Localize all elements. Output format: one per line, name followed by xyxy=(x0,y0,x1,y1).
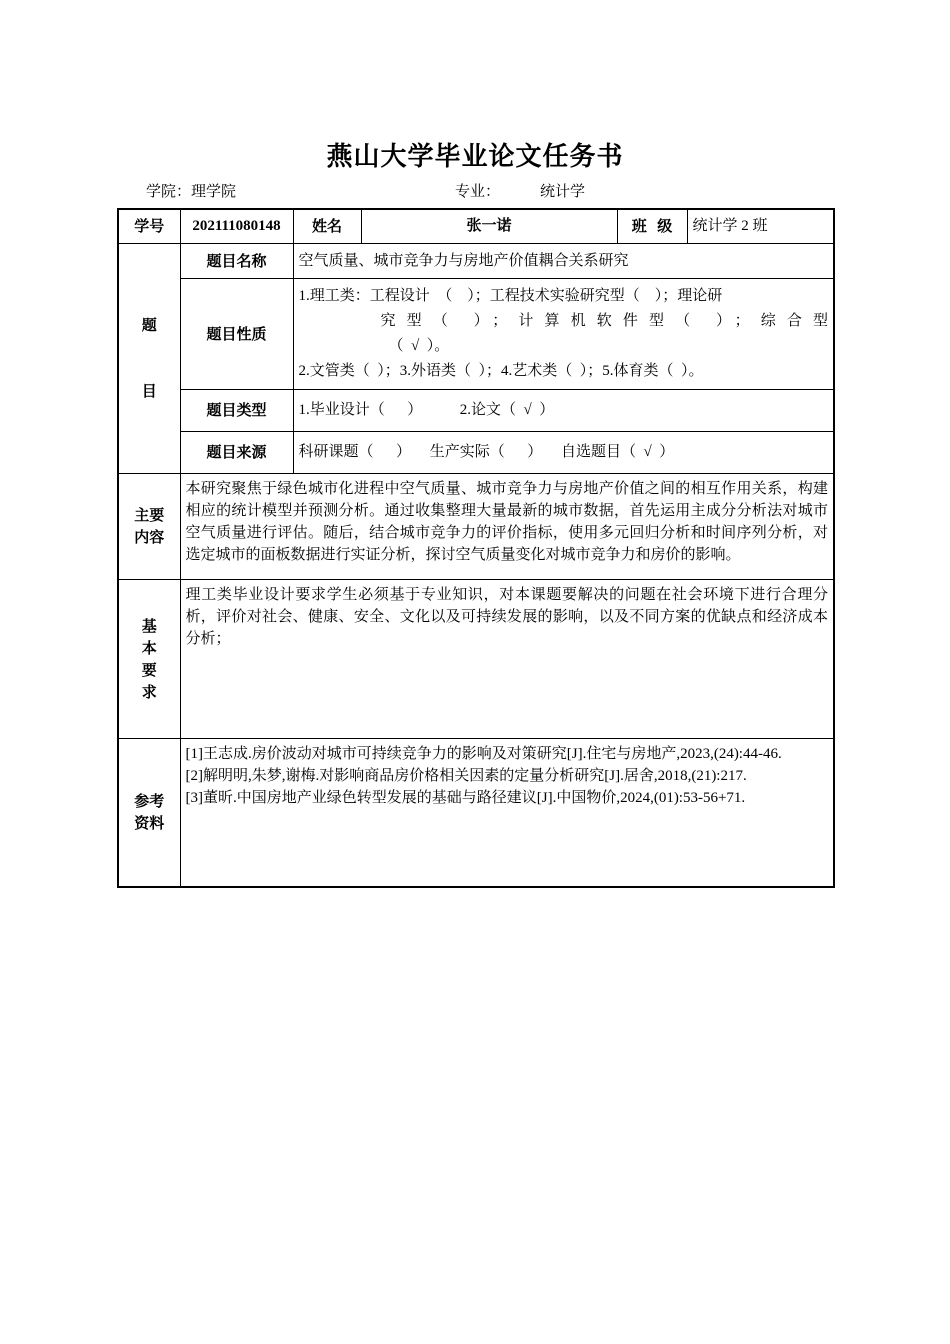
major-label: 专业： xyxy=(455,184,501,200)
student-name-label: 姓名 xyxy=(293,209,361,243)
topic-group-char-2: 目 xyxy=(141,382,157,400)
task-table xyxy=(117,208,835,888)
topic-source-row xyxy=(118,431,834,473)
requirements-label-4: 求 xyxy=(141,682,157,701)
requirements-text: 理工类毕业设计要求学生必须基于专业知识，对本课题要解决的问题在社会环境下进行合理分析，评价对社会、健康、安全、文化以及可持续发展的影响，以及不同方案的优缺点和经济成本分析； xyxy=(180,579,834,738)
nature-line-1: 1.理工类：工程设计 （ ）；工程技术实验研究型（ ）；理论研 xyxy=(298,287,723,304)
topic-type-label: 题目类型 xyxy=(180,389,293,431)
nature-line-4: 2.文管类（ ）；3.外语类（ ）；4.艺术类（ ）；5.体育类（ ）。 xyxy=(298,362,704,379)
topic-nature-value xyxy=(293,278,834,389)
topic-type-value: 1.毕业设计（ ） 2.论文（ √ ） xyxy=(293,389,834,431)
reference-item-1: [1]王志成.房价波动对城市可持续竞争力的影响及对策研究[J].住宅与房地产,2023,(24):44-46. xyxy=(185,745,782,762)
references-label-2: 资料 xyxy=(134,814,165,833)
topic-name-label: 题目名称 xyxy=(180,243,293,278)
college-value: 理学院 xyxy=(191,184,237,200)
requirements-label xyxy=(118,579,180,738)
topic-group-char-1: 题 xyxy=(141,316,157,334)
topic-source-value: 科研课题（ ） 生产实际（ ） 自选题目（ √ ） xyxy=(293,431,834,473)
main-content-label xyxy=(118,473,180,579)
requirements-row xyxy=(118,579,834,738)
references-list xyxy=(180,738,834,887)
topic-group-label xyxy=(118,243,180,473)
student-id-label: 学号 xyxy=(118,209,180,243)
main-content-text: 本研究聚焦于绿色城市化进程中空气质量、城市竞争力与房地产价值之间的相互作用关系，构建相应的统计模型并预测分析。通过收集整理大量最新的城市数据，首先运用主成分分析法对城市空气质量进行评估。随后，结合城市竞争力的评价指标，使用多元回归分析和时间序列分析，对选定城市的面板数据进行实证分析，探讨空气质量变化对城市竞争力和房价的影响。 xyxy=(180,473,834,579)
student-info-row xyxy=(118,209,834,243)
reference-item-3: [3]董昕.中国房地产业绿色转型发展的基础与路径建议[J].中国物价,2024,(01):53-56+71. xyxy=(185,789,746,806)
requirements-label-1: 基 xyxy=(141,616,157,635)
main-content-label-1: 主要 xyxy=(134,506,165,524)
major-value: 统计学 xyxy=(540,184,586,200)
document-title: 燕山大学毕业论文任务书 xyxy=(326,142,624,172)
topic-source-label: 题目来源 xyxy=(180,431,293,473)
requirements-label-2: 本 xyxy=(141,638,157,657)
main-content-label-2: 内容 xyxy=(134,528,165,546)
requirements-label-3: 要 xyxy=(141,660,157,679)
college-field xyxy=(146,180,236,201)
topic-name-row xyxy=(118,243,834,278)
class-label: 班 级 xyxy=(617,209,687,243)
references-row xyxy=(118,738,834,887)
topic-type-row xyxy=(118,389,834,431)
topic-nature-label: 题目性质 xyxy=(180,278,293,389)
major-field xyxy=(455,180,585,201)
nature-line-2: 究型（ ）；计算机软件型（ ）；综合型 xyxy=(380,312,829,329)
main-content-row xyxy=(118,473,834,579)
class-value: 统计学 2 班 xyxy=(687,209,834,243)
references-label xyxy=(118,738,180,887)
nature-line-3: （ √ ）。 xyxy=(388,337,450,354)
topic-name-value: 空气质量、城市竞争力与房地产价值耦合关系研究 xyxy=(293,243,834,278)
college-label: 学院： xyxy=(146,184,192,200)
student-id-value: 202111080148 xyxy=(180,209,293,243)
references-label-1: 参考 xyxy=(134,792,165,811)
topic-nature-row xyxy=(118,278,834,389)
reference-item-2: [2]解明明,朱梦,谢梅.对影响商品房价格相关因素的定量分析研究[J].居舍,2018,(21):217. xyxy=(185,767,747,784)
student-name-value: 张一诺 xyxy=(361,209,617,243)
